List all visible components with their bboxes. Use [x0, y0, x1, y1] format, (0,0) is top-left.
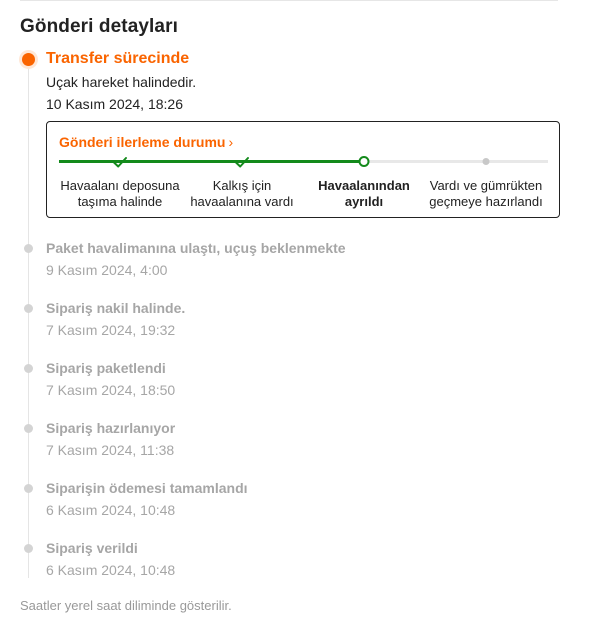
- chevron-right-icon: ›: [228, 134, 234, 150]
- past-event-dot: [24, 304, 33, 313]
- progress-track-fill: [59, 160, 365, 163]
- step-2-label: [180, 178, 305, 210]
- step-1-label: [58, 178, 183, 210]
- past-event-time: 7 Kasım 2024, 11:38: [46, 442, 175, 458]
- past-event-time: 9 Kasım 2024, 4:00: [46, 262, 168, 278]
- shipment-progress-card: [46, 121, 560, 218]
- timeline-line: [28, 68, 29, 578]
- past-event-title: Sipariş verildi: [46, 540, 138, 556]
- top-divider: [20, 0, 558, 1]
- current-status-description: Uçak hareket halindedir.: [46, 74, 197, 90]
- step-2-label-line1: Kalkış için: [212, 178, 272, 193]
- step-1-check-icon: [111, 153, 129, 171]
- past-event-title: Sipariş nakil halinde.: [46, 300, 186, 316]
- current-status-time: 10 Kasım 2024, 18:26: [46, 96, 183, 112]
- progress-track: [59, 160, 548, 163]
- step-3-label-line1: Havaalanından: [318, 178, 410, 193]
- past-event-title: Siparişin ödemesi tamamlandı: [46, 480, 248, 496]
- past-event-title: Paket havalimanına ulaştı, uçuş beklenmekte: [46, 240, 346, 256]
- past-event-title: Sipariş paketlendi: [46, 360, 166, 376]
- step-2-check-icon: [233, 153, 251, 171]
- shipment-progress-link[interactable]: [59, 134, 233, 150]
- step-4-upcoming-marker: [483, 158, 490, 165]
- current-status-dot: [22, 53, 35, 66]
- step-4-label: [424, 178, 549, 210]
- past-event-time: 6 Kasım 2024, 10:48: [46, 502, 176, 518]
- past-event-time: 7 Kasım 2024, 18:50: [46, 382, 176, 398]
- past-event-time: 6 Kasım 2024, 10:48: [46, 562, 176, 578]
- page-title: Gönderi detayları: [20, 16, 178, 37]
- past-event-dot: [24, 244, 33, 253]
- past-event-dot: [24, 424, 33, 433]
- past-event-dot: [24, 484, 33, 493]
- step-4-label-line2: geçmeye hazırlandı: [429, 194, 543, 209]
- current-status-title: Transfer sürecinde: [46, 50, 190, 67]
- past-event-time: 7 Kasım 2024, 19:32: [46, 322, 176, 338]
- step-2-label-line2: havaalanına vardı: [190, 194, 294, 209]
- step-4-label-line1: Vardı ve gümrükten: [429, 178, 543, 193]
- past-event-dot: [24, 544, 33, 553]
- step-1-label-line1: Havaalanı deposuna: [60, 178, 180, 193]
- past-event-dot: [24, 364, 33, 373]
- shipment-progress-link-label: Gönderi ilerleme durumu: [59, 134, 226, 150]
- past-event-title: Sipariş hazırlanıyor: [46, 420, 176, 436]
- step-3-label-line2: ayrıldı: [344, 194, 384, 209]
- timezone-footnote: Saatler yerel saat diliminde gösterilir.: [20, 598, 232, 613]
- step-3-current-marker: [359, 156, 370, 167]
- step-1-label-line2: taşıma halinde: [77, 194, 163, 209]
- step-3-label: [302, 178, 427, 210]
